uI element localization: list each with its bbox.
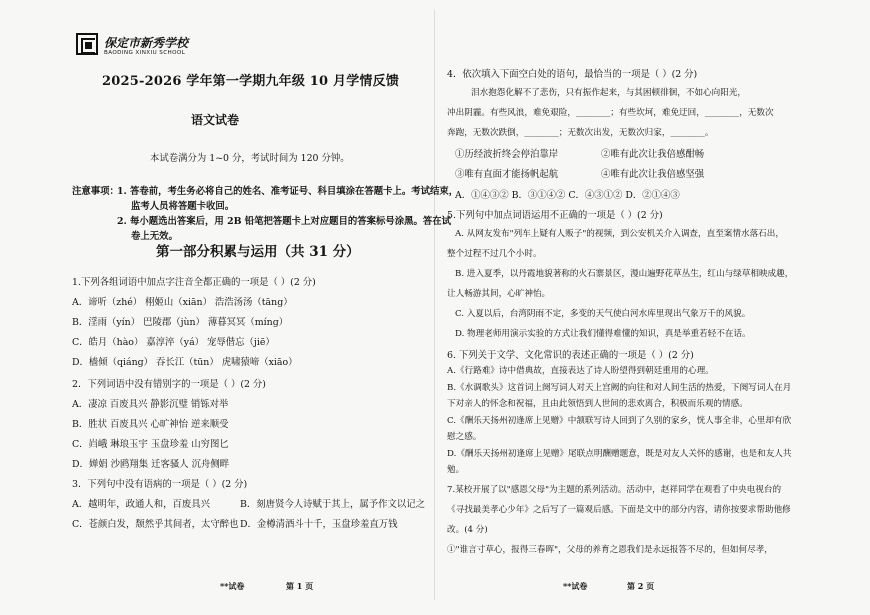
question-4-sentence-3: ③唯有直面才能扬帆起航 — [455, 169, 559, 180]
subject-title: 语文试卷 — [191, 113, 240, 127]
question-3-option-a: A．越明年，政通人和，百废具兴 — [72, 499, 211, 510]
footer-page-number: 第 2 页 — [627, 581, 655, 591]
note-2-cont: 卷上无效。 — [131, 231, 178, 242]
question-4-sentence-4: ④唯有此次让我倍感坚强 — [601, 169, 705, 180]
question-7-line-2: 《寻找最美孝心少年》之后写了一篇观后感。下面是文中的部分内容，请你按要求帮助他修 — [447, 505, 791, 515]
question-6-option-a: A.《行路难》诗中借典故，直接表达了诗人盼望得到朝廷重用的心理。 — [447, 366, 714, 376]
question-4-passage-line-3: 奔跑，无数次跌倒，________；无数次出发，无数次归家，________。 — [447, 128, 714, 138]
question-3-option-d: D．金樽清酒斗十千，玉盘珍羞直万钱 — [240, 519, 398, 530]
question-2-option-b: B．胜状 百废具兴 心旷神怡 逆来顺受 — [72, 419, 229, 430]
score-info: 本试卷满分为 1~0 分，考试时间为 120 分钟。 — [150, 153, 350, 164]
question-6-option-c-cont: 慰之感。 — [447, 432, 482, 442]
question-2-option-c: C．岿峨 琳琅玉宇 玉盘珍羞 山穷图匕 — [72, 439, 229, 450]
question-1: 1.下列各组词语中加点字注音全都正确的一项是（ ）(2 分) — [72, 277, 316, 288]
question-5-option-b-cont: 让人畅游其间，心旷神怡。 — [447, 289, 551, 299]
question-1-option-c: C．皓月（hào） 嘉淳淬（yá） 宠辱偕忘（jiē） — [72, 337, 275, 348]
question-4-sentence-2: ②唯有此次让我倍感酣畅 — [601, 149, 705, 160]
question-1-option-d: D．樯倾（qiáng） 吞长江（tūn） 虎啸猿啼（xiāo） — [72, 357, 298, 368]
question-5-option-a: A. 从网友发布"列车上疑有人贩子"的视频，到公安机关介入调查，直至案情水落石出， — [455, 229, 784, 239]
question-6-option-c: C.《酬乐天扬州初逢席上见赠》中颔联写诗人回到了久别的家乡，恍人事全非，心里却有欣 — [447, 416, 792, 426]
footer-label: **试卷 — [220, 581, 245, 591]
question-6-option-b-cont: 下对亲人的怀念和祝福，且由此领悟到人世间的悲欢离合，积极而乐观的情感。 — [447, 399, 748, 409]
notes-label: 注意事项： — [72, 186, 119, 197]
school-name-en: BAODING XINXIU SCHOOL — [104, 50, 186, 56]
question-1-option-b: B．淫雨（yín） 巴陵郡（jùn） 薄暮冥冥（míng） — [72, 317, 289, 328]
note-2: 2. 每小题选出答案后，用 2B 铅笔把答题卡上对应题目的答案标号涂黑。答在试 — [117, 216, 452, 227]
question-2: 2．下列词语中没有错别字的一项是（ ）(2 分) — [72, 379, 266, 390]
question-6-option-d: D.《酬乐天扬州初逢席上见赠》尾联点明酬赠题意，既是对友人关怀的感谢，也是和友人共 — [447, 449, 792, 459]
question-2-option-d: D．婵娟 沙鸥翔集 迁客骚人 沉舟侧畔 — [72, 459, 230, 470]
part-1-heading: 第一部分积累与运用（共 31 分） — [156, 244, 360, 260]
question-2-option-a: A．凄凉 百废具兴 静影沉璧 销铄对举 — [72, 399, 229, 410]
question-4-passage-line-1: 泪水抱怨化解不了悲伤，只有振作起来，与其困顿徘徊，不如心向阳光， — [471, 88, 747, 98]
school-name: 保定市新秀学校 — [104, 36, 189, 50]
question-5-option-d: D. 物理老师用演示实验的方式让我们懂得难懂的知识，真是举重若轻不在话。 — [455, 329, 751, 339]
question-4: 4．依次填入下面空白处的语句，最恰当的一项是（ ）(2 分) — [447, 69, 698, 80]
exam-title: 2025-2026 学年第一学期九年级 10 月学情反馈 — [102, 74, 400, 89]
question-5-option-a-cont: 整个过程不过几个小时。 — [447, 249, 542, 259]
question-6-option-b: B.《水调歌头》这首词上阕写词人对天上宫阙的向往和对人间生活的热爱，下阕写词人在月 — [447, 383, 792, 393]
question-6-option-d-cont: 勉。 — [447, 465, 465, 475]
question-4-sentence-1: ①历经波折终会停泊靠岸 — [455, 149, 559, 160]
question-3: 3．下列句中没有语病的一项是（ ）(2 分) — [72, 479, 248, 490]
question-6: 6. 下列关于文学、文化常识的表述正确的一项是（ ）(2 分) — [447, 350, 694, 361]
footer-page-number: 第 1 页 — [286, 581, 314, 591]
question-7-line-3: 改。(4 分) — [447, 525, 488, 535]
question-5-option-b: B. 进入夏季，以丹霞地貌著称的火石寨景区，漫山遍野花草丛生，红山与绿草相映成趣， — [455, 269, 794, 279]
note-1-cont: 监考人员将答题卡收回。 — [131, 201, 235, 212]
question-5-option-c: C. 入夏以后，台湾阴雨不定，多变的天气使白河水库里现出气象万千的风貌。 — [455, 309, 751, 319]
question-1-option-a: A．谛听（zhé） 栩姬山（xiān） 浩浩汤汤（tāng） — [72, 297, 293, 308]
question-3-option-c: C．苍颜白发，颓然乎其间者，太守醉也 — [72, 519, 239, 530]
question-5: 5.下列句中加点词语运用不正确的一项是（ ）(2 分) — [447, 210, 663, 221]
school-logo-icon — [76, 33, 98, 55]
question-4-options: A．①④③② B．③①④② C．④③①② D．②①④③ — [455, 190, 680, 201]
question-3-option-b: B．刻唐贤今人诗赋于其上，属予作文以记之 — [240, 499, 426, 510]
page-2 — [435, 0, 870, 615]
question-4-passage-line-2: 冲出阴霾。有些风浪，难免艰险，________；有些坎坷，难免迂回，________，无数次 — [447, 108, 774, 118]
question-7: 7.某校开展了以"感恩父母"为主题的系列活动。活动中，赵祥同学在观看了中央电视台的 — [447, 485, 782, 495]
footer-label: **试卷 — [563, 581, 588, 591]
note-1: 1. 答卷前，考生务必将自己的姓名、准考证号、科目填涂在答题卡上。考试结束， — [117, 186, 459, 197]
question-7-line-4: ①"谁言寸草心，报得三春晖"，父母的养育之恩我们是永远报答不尽的，但如何尽孝， — [447, 545, 773, 555]
